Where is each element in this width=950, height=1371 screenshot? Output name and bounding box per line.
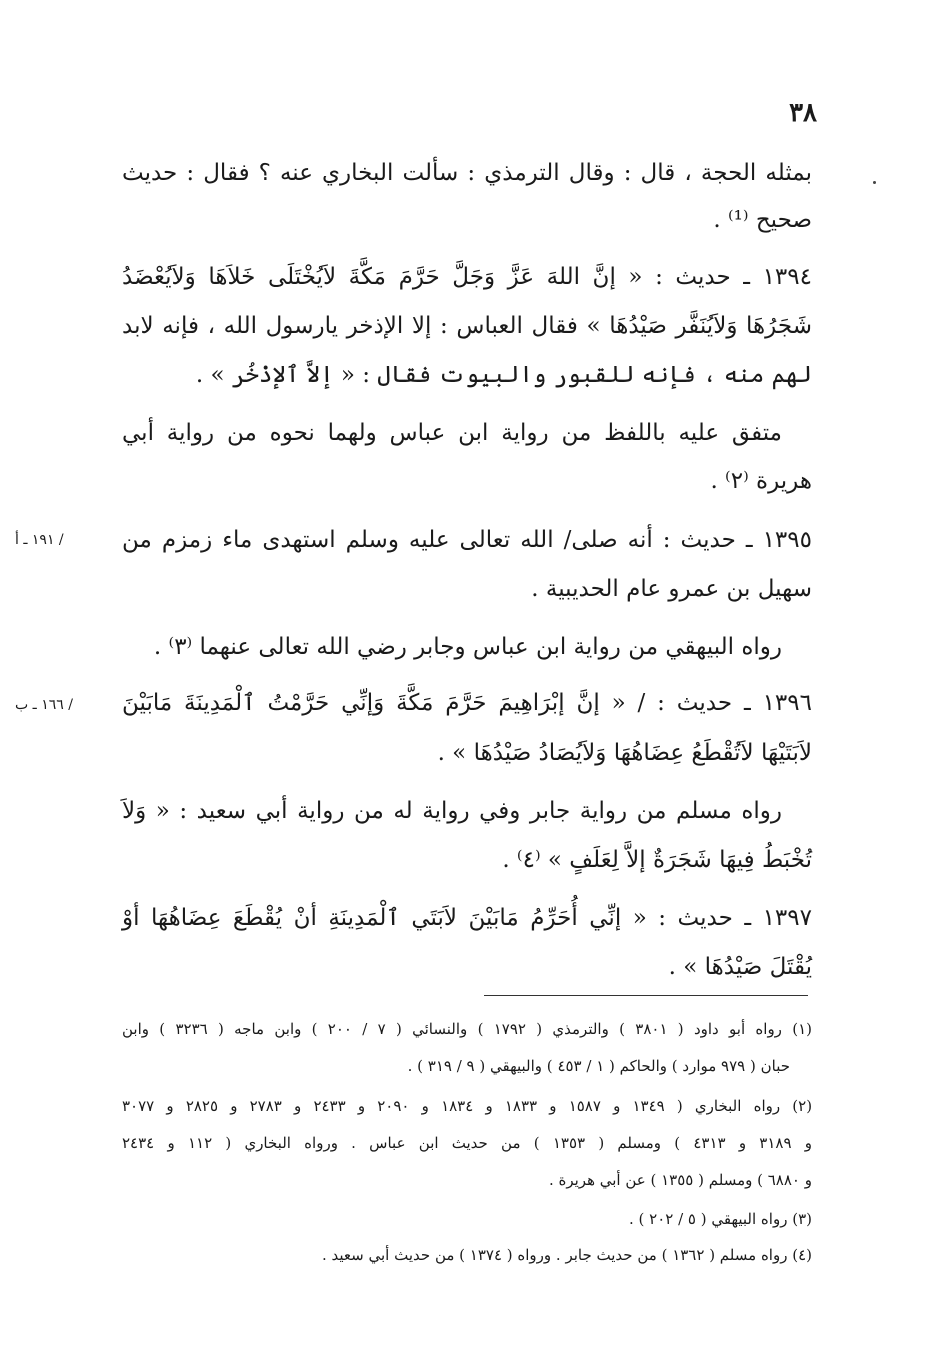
commentary-line: هريرة ⁽٢⁾ . — [710, 468, 812, 494]
commentary-line: رواه البيهقي من رواية ابن عباس وجابر رضي الله تعالى عنهما ⁽٣⁾ . — [153, 634, 782, 660]
footnote-separator — [484, 995, 808, 996]
stray-dot — [873, 181, 876, 184]
footnote-line: (٣) رواه البيهقي ( ٥ / ٢٠٢ ) . — [629, 1210, 812, 1228]
body-line: بمثله الحجة ، قال : وقال الترمذي : سألت البخاري عنه ؟ فقال : حديث — [122, 160, 812, 186]
hadith-1394-line: شَجَرُهَا وَلاَيُنَفَّر صَيْدُهَا » فقال العباس : إلا الإذخر يارسول الله ، فإنه لابد — [122, 313, 812, 339]
commentary-line: متفق عليه باللفظ من رواية ابن عباس ولهما نحوه من رواية أبي — [122, 420, 782, 446]
footnote-line: حبان ( ٩٧٩ موارد ) والحاكم ( ١ / ٤٥٣ ) والبيهقي ( ٩ / ٣١٩ ) . — [407, 1057, 790, 1075]
footnote-line: (٤) رواه مسلم ( ١٣٦٢ ) من حديث جابر . ورواه ( ١٣٧٤ ) من حديث أبي سعيد . — [322, 1246, 812, 1264]
hadith-1397-line: يُقْتَلَ صَيْدُهَا » . — [668, 954, 812, 980]
commentary-line: رواه مسلم من رواية جابر وفي رواية له من رواية أبي سعيد : « وَلاَ — [122, 798, 782, 824]
hadith-1395-line: ١٣٩٥ ـ حديث : أنه صلى/ الله تعالى عليه وسلم استهدى ماء زمزم من — [122, 527, 812, 553]
hadith-1395-line: سهيل بن عمرو عام الحديبية . — [531, 576, 812, 602]
hadith-1397-line: ١٣٩٧ ـ حديث : « إنِّي أُحَرِّمُ مَابَيْنَ لاَبَتَي ٱلْمَدِينَةِ أنْ يُقْطَعَ عِضَاهُهَا أوْ — [122, 905, 812, 931]
footnote-line: (١) رواه أبو داود ( ٣٨٠١ ) والترمذي ( ١٧٩٢ ) والنسائي ( ٧ / ٢٠٠ ) وابن ماجه ( ٣٢٣٦ ) وابن — [122, 1020, 812, 1038]
commentary-line: تُخْبَطُ فِيهَا شَجَرَةٌ إلاَّ لِعَلَفٍ » ⁽٤⁾ . — [502, 847, 812, 873]
body-line: صحيح ⁽¹⁾ . — [713, 207, 812, 233]
margin-note: / ١٩١ ـ أ — [15, 532, 64, 548]
hadith-1394-line: ١٣٩٤ ـ حديث : « إنَّ اللهَ عَزَّ وَجَلَّ حَرَّمَ مَكَّةَ لاَيُخْتَلَى خَلاَهَا وَلاَيُعْضَدُ — [122, 264, 812, 290]
hadith-1396-line: ١٣٩٦ ـ حديث : / « إنَّ إبْرَاهِيمَ حَرَّمَ مَكَّةَ وَإنِّي حَرَّمْتُ ٱلْمَدِينَةَ مَابَيْنَ — [122, 690, 812, 716]
footnote-line: و ٣١٨٩ و ٤٣١٣ ) ومسلم ( ١٣٥٣ ) من حديث ابن عباس . ورواه البخاري ( ١١٢ و ٢٤٣٤ — [122, 1134, 813, 1152]
hadith-1396-line: لاَبَتَيْهَا لاَتُقْطَعُ عِضَاهُهَا وَلاَيُصَادُ صَيْدُهَا » . — [437, 740, 812, 766]
margin-note: / ١٦٦ ـ ب — [15, 697, 73, 713]
page-number: ٣٨ — [789, 98, 817, 128]
hadith-1394-line: لهم منه ، فإنه للقبور والبيوت فقال : « إلاَّ ٱلإذْخُر » . — [195, 362, 812, 388]
footnote-line: و ٦٨٨٠ ) ومسلم ( ١٣٥٥ ) عن أبي هريرة . — [548, 1171, 812, 1189]
footnote-line: (٢) رواه البخاري ( ١٣٤٩ و ١٥٨٧ و ١٨٣٣ و ١٨٣٤ و ٢٠٩٠ و ٢٤٣٣ و ٢٧٨٣ و ٢٨٢٥ و ٣٠٧٧ — [122, 1097, 813, 1115]
